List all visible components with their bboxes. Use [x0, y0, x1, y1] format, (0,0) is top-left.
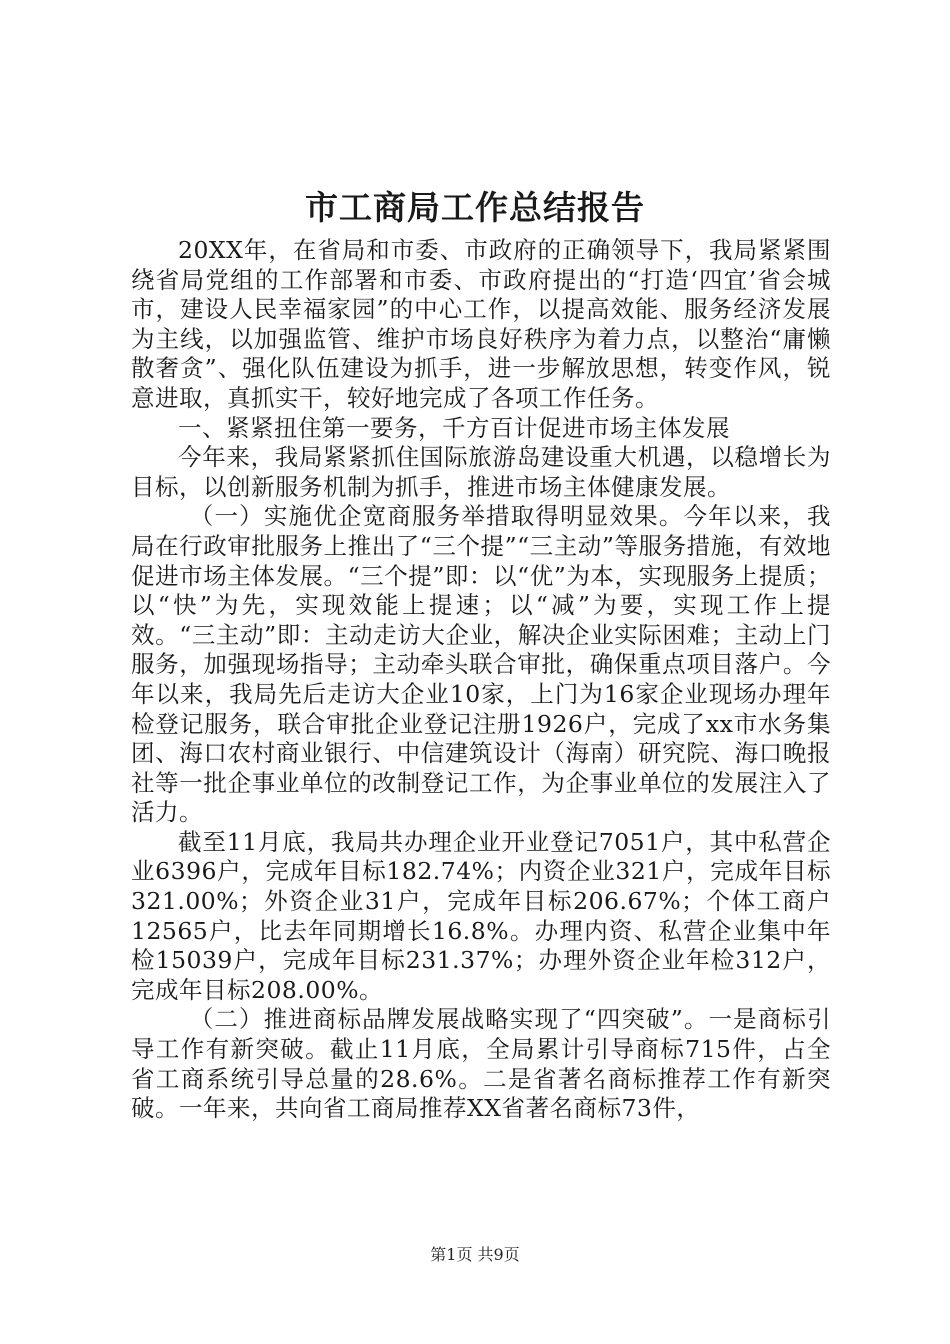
paragraph-subsection-2: （二）推进商标品牌发展战略实现了“四突破”。一是商标引导工作有新突破。截止11月底，全局累计引导商标715件，占全省工商系统引导总量的28.6%。二是省著名商标推荐工作有新突破。一年来，共向省工商局推荐XX省著名商标73件，	[131, 1005, 831, 1123]
page-number: 第1页 共9页	[430, 1245, 520, 1264]
document-body	[131, 236, 831, 1124]
section-heading-1: 一、紧紧扭住第一要务，千方百计促进市场主体发展	[178, 413, 730, 442]
paragraph-statistics: 截至11月底，我局共办理企业开业登记7051户，其中私营企业6396户，完成年目标182.74%；内资企业321户，完成年目标321.00%；外资企业31户，完成年目标206.67%；个体工商户12565户，比去年同期增长16.8%。办理内资、私营企业集中年检15039户，完成年目标231.37%；办理外资企业年检312户，完成年目标208.00%。	[131, 827, 831, 1004]
paragraph-subsection-1: （一）实施优企宽商服务举措取得明显效果。今年以来，我局在行政审批服务上推出了“三个提”“三主动”等服务措施，有效地促进市场主体发展。“三个提”即：以“优”为本，实现服务上提质；以“快”为先，实现效能上提速；以“减”为要，实现工作上提效。“三主动”即：主动走访大企业，解决企业实际困难；主动上门服务，加强现场指导；主动牵头联合审批，确保重点项目落户。今年以来，我局先后走访大企业10家，上门为16家企业现场办理年检登记服务，联合审批企业登记注册1926户，完成了xx市水务集团、海口农村商业银行、中信建筑设计（海南）研究院、海口晚报社等一批企事业单位的改制登记工作，为企事业单位的发展注入了活力。	[131, 502, 831, 827]
paragraph-section-1-intro: 今年来，我局紧紧抓住国际旅游岛建设重大机遇，以稳增长为目标，以创新服务机制为抓手，推进市场主体健康发展。	[131, 443, 831, 501]
paragraph-intro: 20XX年，在省局和市委、市政府的正确领导下，我局紧紧围绕省局党组的工作部署和市委、市政府提出的“打造‘四宜’省会城市，建设人民幸福家园”的中心工作，以提高效能、服务经济发展为主线，以加强监管、维护市场良好秩序为着力点，以整治“庸懒散奢贪”、强化队伍建设为抓手，进一步解放思想，转变作风，锐意进取，真抓实干，较好地完成了各项工作任务。	[131, 236, 831, 412]
document-title: 市工商局工作总结报告	[305, 188, 645, 227]
